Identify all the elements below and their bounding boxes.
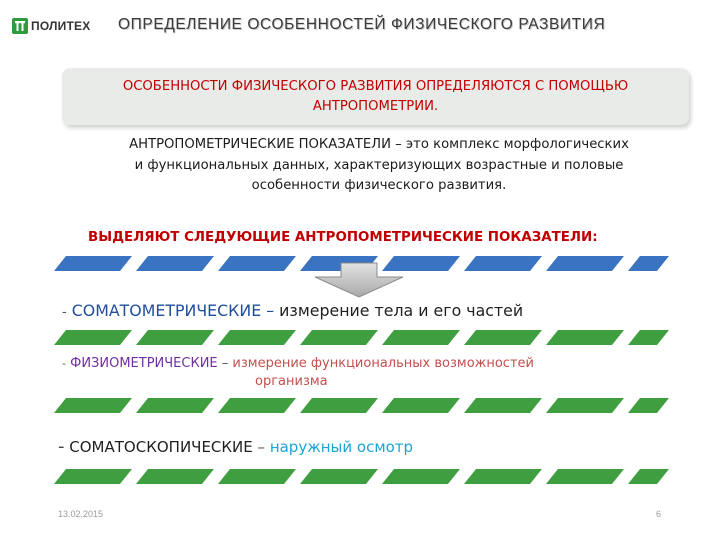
item-dash: - xyxy=(62,305,67,320)
highlight-line-2: АНТРОПОМЕТРИИ. xyxy=(312,98,439,114)
logo xyxy=(12,18,90,34)
subheading: ВЫДЕЛЯЮТ СЛЕДУЮЩИЕ АНТРОПОМЕТРИЧЕСКИЕ ПОКАЗАТЕЛИ: xyxy=(88,230,598,245)
highlight-line-1: ОСОБЕННОСТИ ФИЗИЧЕСКОГО РАЗВИТИЯ ОПРЕДЕЛЯЮТСЯ С ПОМОЩЬЮ xyxy=(122,78,629,94)
green-parallelogram-stripe xyxy=(54,330,669,345)
slide-title: ОПРЕДЕЛЕНИЕ ОСОБЕННОСТЕЙ ФИЗИЧЕСКОГО РАЗВИТИЯ xyxy=(118,16,606,33)
highlight-text xyxy=(123,77,628,117)
footer-date: 13.02.2015 xyxy=(58,509,104,519)
politech-logo-icon xyxy=(12,18,28,34)
item-dash: - xyxy=(62,357,66,370)
indicator-item-somatoscopic xyxy=(58,436,413,457)
item-dash: - xyxy=(58,436,65,457)
item-description: наружный осмотр xyxy=(269,438,414,456)
down-arrow-icon xyxy=(313,262,405,298)
definition-paragraph xyxy=(80,135,678,197)
item-term: СОМАТОСКОПИЧЕСКИЕ xyxy=(69,438,253,456)
item-description: измерение функциональных возможностей xyxy=(232,356,534,371)
definition-line-2: и функциональных данных, характеризующих возрастные и половые xyxy=(134,157,624,173)
item-description: измерение тела и его частей xyxy=(279,301,524,320)
indicator-item-somatometric xyxy=(62,301,523,320)
green-parallelogram-stripe xyxy=(54,469,669,484)
highlight-box xyxy=(62,68,689,125)
item-separator: – xyxy=(221,356,229,371)
logo-text: ПОЛИТЕХ xyxy=(31,19,91,33)
page-number: 6 xyxy=(656,509,662,519)
item-separator: – xyxy=(266,301,275,320)
item-term: ФИЗИОМЕТРИЧЕСКИЕ xyxy=(70,356,218,371)
definition-line-1: АНТРОПОМЕТРИЧЕСКИЕ ПОКАЗАТЕЛИ – это комплекс морфологических xyxy=(129,137,629,152)
item-separator: – xyxy=(257,438,266,456)
item-term: СОМАТОМЕТРИЧЕСКИЕ xyxy=(71,301,262,320)
green-parallelogram-stripe xyxy=(54,398,669,413)
item-description-continued: организма xyxy=(255,374,328,389)
indicator-item-physiometric xyxy=(62,355,622,391)
definition-line-3: особенности физического развития. xyxy=(251,178,507,193)
